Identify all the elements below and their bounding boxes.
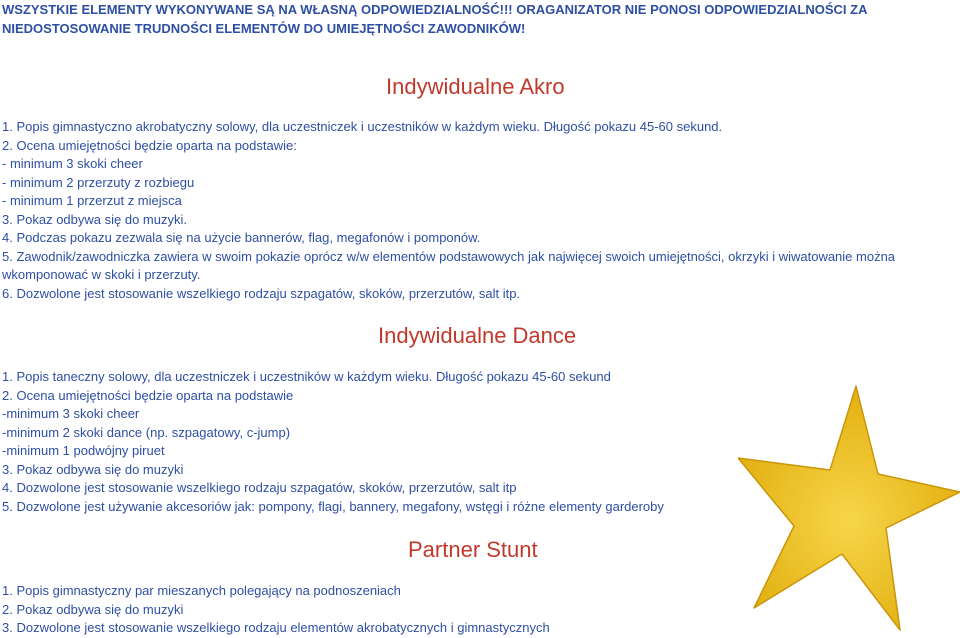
- akro-rules: [2, 118, 960, 303]
- dance-rule-2: 2. Ocena umiejętności będzie oparta na podstawie: [2, 387, 294, 403]
- dance-rule-1: 1. Popis taneczny solowy, dla uczestniczek i uczestników w każdym wieku. Długość pokazu 45-60 sekund: [2, 369, 611, 384]
- dance-rule-5: 5. Dozwolone jest używanie akcesoriów jak: pompony, flagi, bannery, megafony, wstęgi i różne elementy garderoby: [2, 498, 664, 514]
- stunt-rule-2: 2. Pokaz odbywa się do muzyki: [2, 601, 184, 617]
- dance-rule-4: 4. Dozwolone jest stosowanie wszelkiego rodzaju szpagatów, skoków, przerzutów, salt itp: [2, 480, 517, 495]
- heading-stunt: Partner Stunt: [408, 537, 538, 562]
- dance-rule-3: 3. Pokaz odbywa się do muzyki: [2, 461, 184, 477]
- dance-rule-2c: -minimum 1 podwójny piruet: [2, 443, 165, 458]
- heading-dance: Indywidualne Dance: [378, 323, 577, 348]
- star-icon: [738, 378, 960, 637]
- disclaimer-part1: WSZYSTKIE ELEMENTY WYKONYWANE SĄ NA WŁASNĄ ODPOWIEDZIALNOŚĆ!!!: [2, 2, 513, 17]
- dance-rule-2a: -minimum 3 skoki cheer: [2, 406, 140, 421]
- akro-rule-2b: - minimum 2 przerzuty z rozbiegu: [2, 174, 195, 190]
- akro-rule-4: 4. Podczas pokazu zezwala się na użycie bannerów, flag, megafonów i pomponów.: [2, 230, 481, 245]
- akro-rule-6: 6. Dozwolone jest stosowanie wszelkiego rodzaju szpagatów, skoków, przerzutów, salt itp.: [2, 285, 521, 301]
- akro-rule-3: 3. Pokaz odbywa się do muzyki.: [2, 211, 187, 227]
- akro-rule-1: 1. Popis gimnastyczno akrobatyczny solowy, dla uczestniczek i uczestników w każdym wieku. Długość pokazu 45-60 sekund.: [2, 119, 723, 134]
- stunt-rule-3: 3. Dozwolone jest stosowanie wszelkiego rodzaju elementów akrobatycznych i gimnastycznych: [2, 620, 550, 635]
- akro-rule-2: 2. Ocena umiejętności będzie oparta na podstawie:: [2, 137, 297, 153]
- akro-rule-2a: - minimum 3 skoki cheer: [2, 156, 143, 171]
- disclaimer-warning: [2, 0, 952, 38]
- disclaimer-part2: ORAGANIZATOR NIE PONOSI ODPOWIEDZIALNOŚCI ZA NIEDOSTOSOWANIE TRUDNOŚCI ELEMENTÓW DO UMIEJĘTNOŚCI ZAWODNIKÓW!: [2, 2, 867, 36]
- stunt-rule-1: 1. Popis gimnastyczny par mieszanych polegający na podnoszeniach: [2, 583, 401, 598]
- akro-rule-5: 5. Zawodnik/zawodniczka zawiera w swoim pokazie oprócz w/w elementów podstawowych jak najwięcej swoich umiejętności, okrzyki i wiwatowanie można wkomponować w skoki i przerzuty.: [2, 248, 896, 282]
- heading-akro: Indywidualne Akro: [386, 74, 565, 99]
- akro-rule-2c: - minimum 1 przerzut z miejsca: [2, 193, 182, 208]
- dance-rule-2b: -minimum 2 skoki dance (np. szpagatowy, c-jump): [2, 424, 291, 440]
